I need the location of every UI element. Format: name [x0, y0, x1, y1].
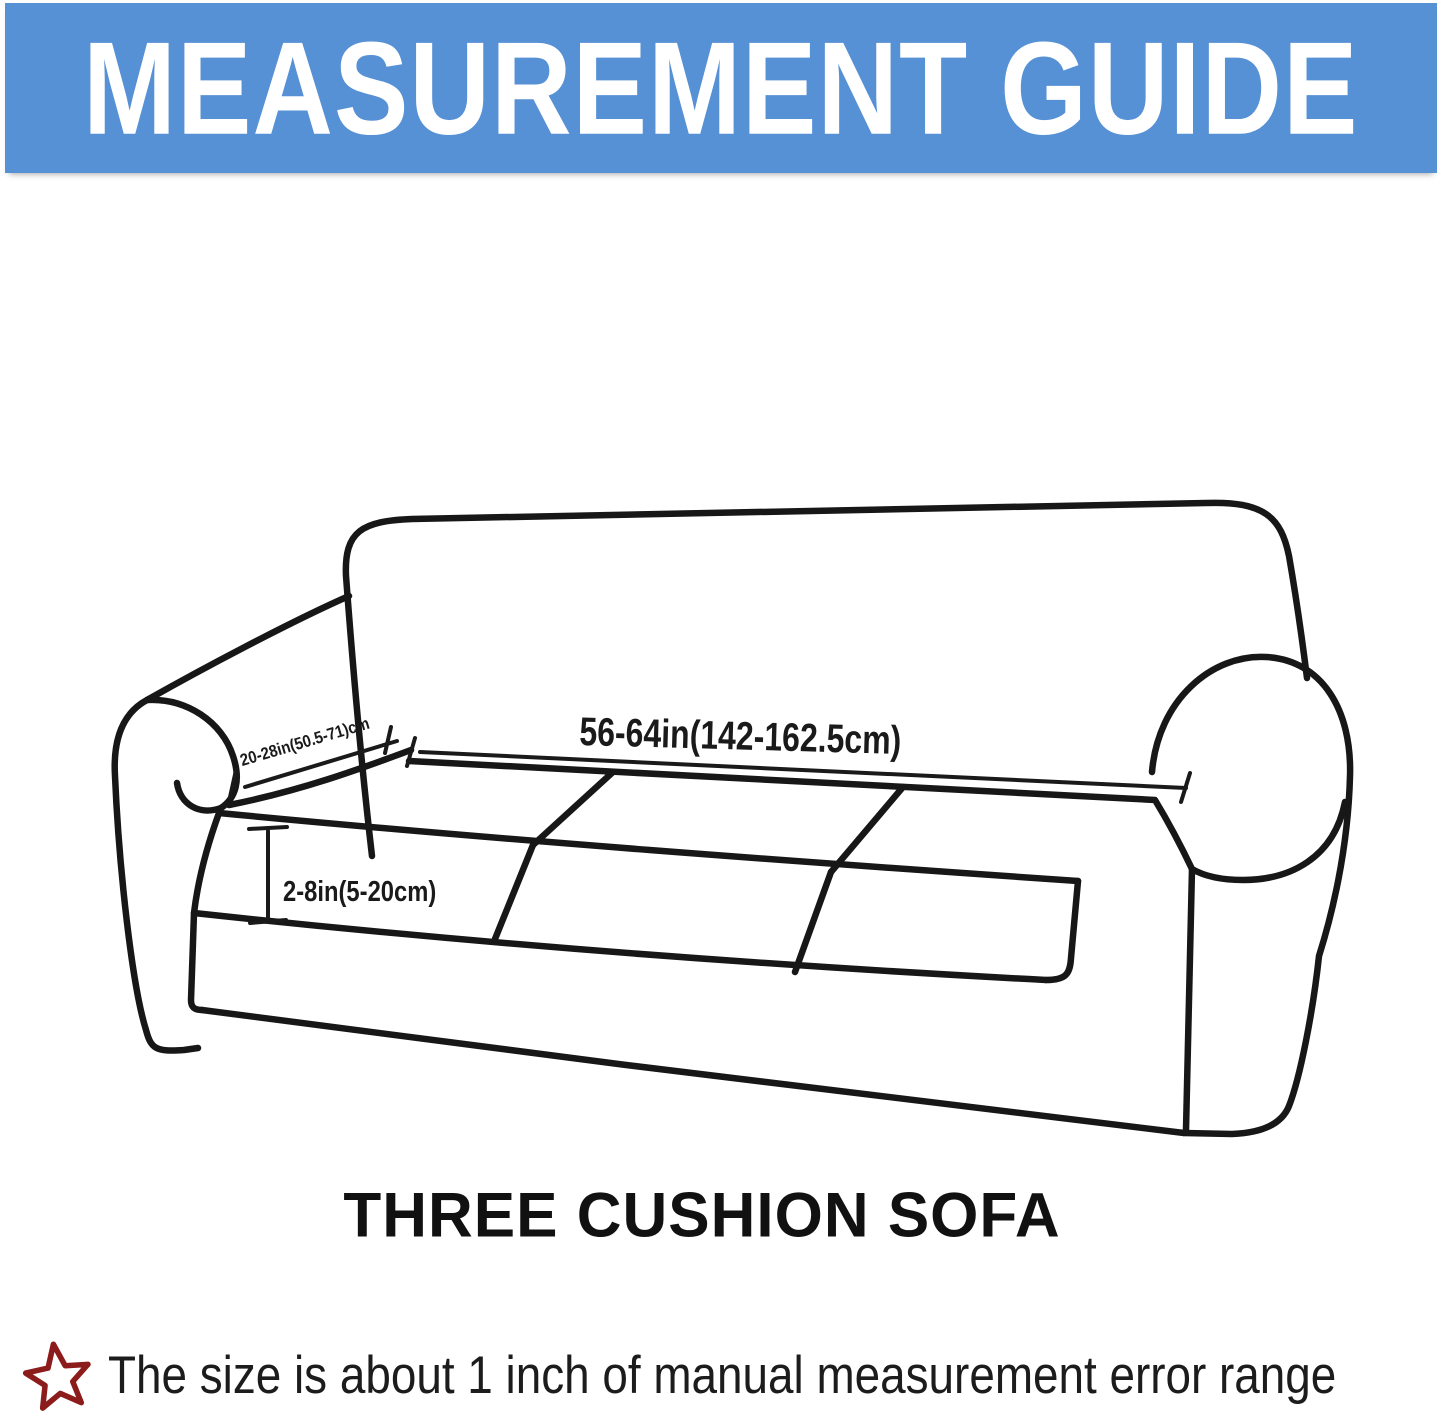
cushion-height-dim-tick-top — [249, 827, 287, 829]
left-arm-roll — [147, 700, 237, 808]
sofa-base-bottom-edge — [202, 1010, 1184, 1133]
left-arm-top-edge — [147, 596, 349, 700]
armrest-dim-tick-right — [385, 727, 391, 753]
cushion-band-right-edge — [1046, 881, 1078, 980]
cushion-seam-2-front — [795, 872, 831, 972]
right-arm-front-edge — [1186, 869, 1192, 1130]
right-arm-outer-edge — [1152, 657, 1350, 1134]
cushion-height-label: 2-8in(5-20cm) — [283, 876, 437, 908]
footnote-text: The size is about 1 inch of manual measurement error range — [108, 1345, 1337, 1405]
page-title: MEASUREMENT GUIDE — [83, 13, 1359, 162]
right-arm-roll-front — [1192, 802, 1345, 880]
cushion-seam-2-top — [831, 787, 903, 872]
cushion-seam-1-top — [533, 772, 613, 845]
sofa-backrest — [346, 503, 1307, 856]
diagram-caption: THREE CUSHION SOFA — [343, 1180, 1061, 1251]
left-arm-roll-curl — [177, 783, 221, 810]
cushion-front-top-edge — [219, 813, 1078, 881]
cushion-seam-1-front — [495, 845, 533, 939]
sofa-outline — [115, 503, 1350, 1134]
cushion-band-bottom-edge — [194, 913, 1046, 980]
armrest-depth-label: 20-28in(50.5-71)cm — [237, 713, 372, 770]
footnote — [20, 1336, 1445, 1414]
seat-width-label: 56-64in(142-162.5cm) — [578, 710, 902, 763]
left-arm-outer-edge — [115, 700, 198, 1051]
star-outline-icon — [20, 1337, 96, 1413]
